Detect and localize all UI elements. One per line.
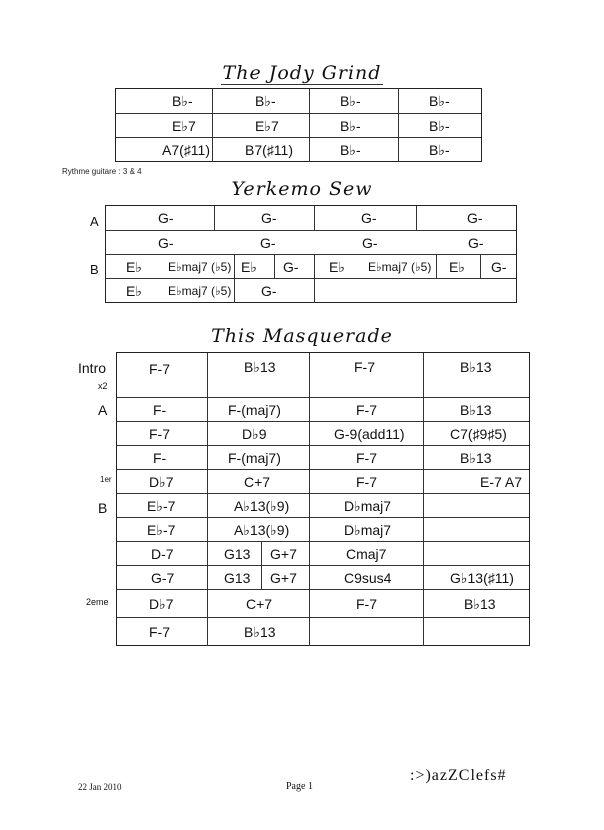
chord-cell: Cmaj7 bbox=[309, 542, 423, 566]
chord-cell: B♭- bbox=[309, 138, 398, 162]
chord-cell: E♭ bbox=[126, 258, 142, 275]
grid-row bbox=[106, 278, 516, 303]
chord-cell: G-7 bbox=[151, 570, 175, 586]
chord-cell: F-(maj7) bbox=[207, 446, 309, 470]
chord-cell: E♭ bbox=[126, 282, 142, 299]
chord-cell: E♭ bbox=[314, 255, 346, 279]
grid-row bbox=[116, 89, 481, 113]
chord-grid-this-masquerade bbox=[116, 352, 530, 646]
chord-cell: G- bbox=[480, 255, 516, 279]
chord-cell: E♭-7 bbox=[147, 497, 176, 514]
chord-cell: A♭13(♭9) bbox=[207, 518, 309, 542]
chord-cell: G- bbox=[274, 255, 314, 279]
first-ending-label: 1er bbox=[100, 475, 112, 484]
chord-cell: F-7 bbox=[309, 398, 423, 422]
chord-cell: B♭13 bbox=[207, 618, 309, 646]
chord-cell: B♭- bbox=[212, 89, 309, 113]
chord-cell bbox=[314, 279, 516, 303]
chord-cell: F-7 bbox=[149, 426, 170, 442]
chord-cell: D♭7 bbox=[149, 473, 174, 490]
chord-cell: G♭13(♯11) bbox=[423, 566, 529, 590]
section-label-b: B bbox=[90, 262, 99, 277]
chord-cell: E♭maj7 (♭5) bbox=[168, 260, 232, 274]
grid-row bbox=[117, 541, 529, 566]
chord-cell: B♭13 bbox=[423, 398, 529, 422]
chord-cell: E♭7 bbox=[212, 114, 309, 138]
chord-cell: B♭13 bbox=[423, 590, 529, 618]
chord-cell: F-7 bbox=[309, 470, 423, 494]
chord-cell: A♭13(♭9) bbox=[207, 494, 309, 518]
grid-row bbox=[117, 617, 529, 646]
chord-cell: D♭9 bbox=[207, 422, 309, 446]
chord-cell: C+7 bbox=[207, 470, 309, 494]
chord-cell: B♭- bbox=[398, 89, 481, 113]
chord-cell: G- bbox=[416, 206, 516, 230]
chord-cell bbox=[423, 518, 529, 542]
chord-cell: G-9(add11) bbox=[309, 422, 423, 446]
chord-grid-jody-grind bbox=[115, 88, 482, 162]
chord-cell: G+7 bbox=[261, 542, 309, 566]
grid-row bbox=[117, 445, 529, 470]
chord-text: G- bbox=[260, 235, 276, 251]
second-ending-label: 2eme bbox=[86, 597, 109, 607]
chord-cell: D-7 bbox=[151, 546, 174, 562]
tune-title-yerkemo-sew: Yerkemo Sew bbox=[231, 178, 373, 200]
chord-cell: E♭maj7 (♭5) bbox=[168, 284, 232, 298]
chord-cell: E♭7 bbox=[172, 117, 196, 134]
chord-cell: E♭maj7 (♭5) bbox=[368, 260, 432, 274]
chord-cell: F-7 bbox=[309, 590, 423, 618]
section-label-a: A bbox=[98, 402, 108, 418]
chord-cell: B♭- bbox=[309, 89, 398, 113]
grid-row bbox=[117, 589, 529, 618]
chord-cell: E-7 A7 bbox=[423, 470, 529, 494]
chord-cell: F-(maj7) bbox=[207, 398, 309, 422]
chord-cell: B♭13 bbox=[423, 353, 529, 397]
section-label-a: A bbox=[90, 214, 99, 229]
section-label-intro: Intro bbox=[78, 360, 107, 376]
chord-cell: F-7 bbox=[309, 446, 423, 470]
grid-row bbox=[106, 254, 516, 279]
chord-cell: D♭maj7 bbox=[309, 494, 423, 518]
chord-cell: F-7 bbox=[149, 361, 170, 377]
chord-cell bbox=[309, 618, 423, 646]
rhythm-caption: Rythme guitare : 3 & 4 bbox=[62, 167, 142, 176]
chord-cell: G- bbox=[214, 206, 314, 230]
chord-cell: F- bbox=[153, 450, 167, 466]
section-label-b: B bbox=[98, 500, 108, 516]
chord-cell: B7(♯11) bbox=[212, 138, 309, 162]
grid-row bbox=[116, 137, 481, 162]
chord-cell: E♭-7 bbox=[147, 521, 176, 538]
grid-row bbox=[117, 469, 529, 494]
chord-cell: D♭maj7 bbox=[309, 518, 423, 542]
chord-text: G- bbox=[468, 235, 484, 251]
grid-row bbox=[117, 565, 529, 590]
chord-cell bbox=[423, 494, 529, 518]
chord-cell: G- bbox=[158, 210, 174, 226]
chord-cell: F-7 bbox=[149, 624, 170, 640]
chord-cell: C9sus4 bbox=[309, 566, 423, 590]
repeat-label-x2: x2 bbox=[98, 381, 108, 391]
grid-row bbox=[117, 493, 529, 518]
chord-cell: A7(♯11) bbox=[162, 142, 210, 158]
chord-cell: G13 bbox=[207, 566, 261, 590]
grid-row bbox=[117, 421, 529, 446]
page-number: Page 1 bbox=[286, 781, 313, 792]
chord-cell: D♭7 bbox=[149, 595, 174, 612]
chord-cell: B♭13 bbox=[423, 446, 529, 470]
grid-row bbox=[117, 517, 529, 542]
grid-row bbox=[117, 397, 529, 422]
brand-signature: :>)azZClefs# bbox=[410, 767, 507, 784]
chord-cell bbox=[423, 542, 529, 566]
chord-cell-full-row bbox=[106, 231, 516, 255]
chord-cell: B♭- bbox=[172, 92, 193, 109]
chord-cell: B♭- bbox=[398, 114, 481, 138]
chord-cell: G13 bbox=[207, 542, 261, 566]
chord-cell: F- bbox=[153, 402, 167, 418]
tune-title-jody-grind: The Jody Grind bbox=[222, 62, 382, 84]
chord-text: G- bbox=[158, 235, 174, 251]
chord-grid-yerkemo-sew bbox=[105, 205, 517, 303]
chord-cell bbox=[423, 618, 529, 646]
grid-row bbox=[116, 113, 481, 138]
chord-text: G- bbox=[362, 235, 378, 251]
chord-cell: C7(♯9♯5) bbox=[423, 422, 529, 446]
chord-cell: G- bbox=[234, 279, 314, 303]
tune-title-this-masquerade: This Masquerade bbox=[211, 325, 393, 347]
chord-cell: F-7 bbox=[309, 353, 423, 397]
chord-cell: B♭13 bbox=[207, 353, 309, 397]
grid-row bbox=[106, 206, 516, 230]
footer-date: 22 Jan 2010 bbox=[78, 782, 122, 792]
grid-row bbox=[106, 230, 516, 255]
chord-cell: E♭ bbox=[436, 255, 480, 279]
grid-row bbox=[117, 353, 529, 397]
chord-cell: B♭- bbox=[398, 138, 481, 162]
chord-cell: G- bbox=[314, 206, 416, 230]
chord-cell: E♭ bbox=[234, 255, 274, 279]
chord-cell: B♭- bbox=[309, 114, 398, 138]
chord-cell: G+7 bbox=[261, 566, 309, 590]
chord-cell: C+7 bbox=[207, 590, 309, 618]
